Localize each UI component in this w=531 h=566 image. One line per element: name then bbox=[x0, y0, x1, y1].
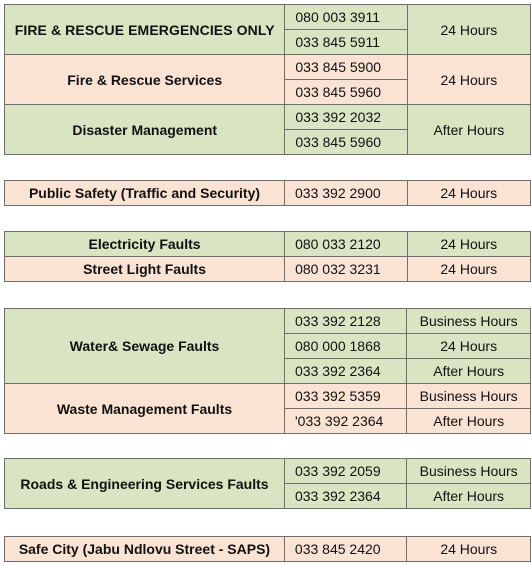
contact-section bbox=[4, 180, 531, 206]
table-row bbox=[5, 105, 531, 130]
service-name: Water& Sewage Faults bbox=[5, 309, 285, 384]
service-name: Electricity Faults bbox=[5, 232, 285, 257]
phone-number: 080 003 3911 bbox=[285, 5, 407, 30]
service-name: Public Safety (Traffic and Security) bbox=[5, 181, 285, 206]
contact-section bbox=[4, 308, 531, 434]
table-row bbox=[5, 5, 531, 30]
contact-section bbox=[4, 536, 531, 562]
contact-section bbox=[4, 4, 531, 155]
service-name: Waste Management Faults bbox=[5, 384, 285, 434]
service-hours: 24 Hours bbox=[407, 334, 531, 359]
service-hours: 24 Hours bbox=[407, 232, 530, 257]
phone-number: 033 392 2364 bbox=[284, 484, 406, 509]
service-hours: After Hours bbox=[407, 409, 531, 434]
phone-number: 033 392 2364 bbox=[285, 359, 407, 384]
phone-number: 033 845 5911 bbox=[285, 30, 407, 55]
service-hours: 24 Hours bbox=[407, 5, 530, 55]
phone-number: 033 392 2128 bbox=[285, 309, 407, 334]
phone-number: 033 845 5960 bbox=[285, 80, 407, 105]
phone-number: 080 032 3231 bbox=[285, 257, 408, 282]
table-row bbox=[5, 181, 531, 206]
phone-number: 033 392 2032 bbox=[285, 105, 407, 130]
table-row bbox=[5, 537, 531, 562]
service-hours: 24 Hours bbox=[407, 181, 530, 206]
table-row bbox=[5, 309, 531, 334]
service-hours: 24 Hours bbox=[407, 257, 530, 282]
service-name: Roads & Engineering Services Faults bbox=[5, 459, 285, 509]
service-name: Street Light Faults bbox=[5, 257, 285, 282]
table-row bbox=[5, 232, 531, 257]
table-row bbox=[5, 55, 531, 80]
service-hours: Business Hours bbox=[407, 309, 531, 334]
table-row bbox=[5, 384, 531, 409]
service-hours: 24 Hours bbox=[407, 537, 531, 562]
service-name: Disaster Management bbox=[5, 105, 285, 155]
service-name: FIRE & RESCUE EMERGENCIES ONLY bbox=[5, 5, 285, 55]
contact-section bbox=[4, 458, 531, 509]
service-hours: Business Hours bbox=[407, 384, 531, 409]
service-hours: After Hours bbox=[407, 359, 531, 384]
service-hours: After Hours bbox=[407, 484, 531, 509]
phone-number: '033 392 2364 bbox=[285, 409, 407, 434]
phone-number: 033 845 5960 bbox=[285, 130, 407, 155]
phone-number: 080 033 2120 bbox=[285, 232, 408, 257]
service-hours: Business Hours bbox=[407, 459, 531, 484]
phone-number: 033 392 2059 bbox=[284, 459, 406, 484]
phone-number: 033 392 2900 bbox=[285, 181, 408, 206]
service-name: Safe City (Jabu Ndlovu Street - SAPS) bbox=[5, 537, 285, 562]
table-row bbox=[5, 257, 531, 282]
phone-number: 080 000 1868 bbox=[285, 334, 407, 359]
contact-section bbox=[4, 231, 531, 282]
service-name: Fire & Rescue Services bbox=[5, 55, 285, 105]
phone-number: 033 845 2420 bbox=[284, 537, 407, 562]
phone-number: 033 845 5900 bbox=[285, 55, 407, 80]
table-row bbox=[5, 459, 531, 484]
service-hours: After Hours bbox=[407, 105, 530, 155]
service-hours: 24 Hours bbox=[407, 55, 530, 105]
phone-number: 033 392 5359 bbox=[285, 384, 407, 409]
